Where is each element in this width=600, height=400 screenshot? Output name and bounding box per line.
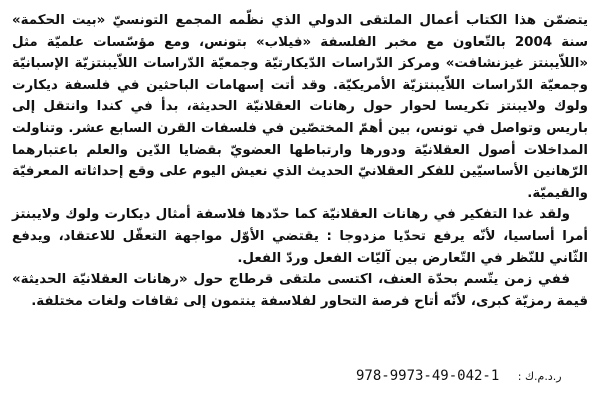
isbn-label: ر.د.م.ك : — [517, 370, 562, 383]
paragraph-challenge: ولقد غدا التفكير في رهانات العقلانيّة كما حدّدها فلاسفة أمثال ديكارت ولوك ولايبنتز أمرا أساسيا، لأنّه يرفع تحدّيا مزدوجا : يقتضي الأوّل مواجهة التعقّل للاعتقاد، ويدفع الثّاني للنّظر في التّعارض بين آليّات الفعل وردّ الفعل. — [12, 207, 588, 266]
paragraph-intro: يتضمّن هذا الكتاب أعمال الملتقى الدولي الذي نظّمه المجمع التونسيّ «بيت الحكمة» سنة 2004 بالتّعاون مع مخبر الفلسفة «فيلاب» بتونس، ومع مؤسّسات علميّة مثل «اللاّيبنتز غيزنشافت» ومركز الدّراسات الدّيكارتيّة وجمعيّة الدّراسات اللاّيبنتزيّة الإسبانيّة وجمعيّة الدّراسات اللاّيبنتزيّة الأمريكيّة. وقد أتت إسهامات الباحثين في فلسفة ديكارت ولوك ولايبنتز تكريسا لحوار حول رهانات العقلانيّة الحديثة، بدأ في كندا وانتقل إلى باريس وتواصل في تونس، بين أهمّ المختصّين في فلسفات القرن السابع عشر. وتناولت المداخلات أصول العقلانيّة ودورها وارتباطها العضويّ بقضايا الدّين والعلم باعتبارهما الرّهانين الأساسيّين للفكر العقلانيّ الحديث الذي نعيش اليوم على وقع إحداثاته المعرفيّة والقيميّة. — [12, 13, 588, 201]
description-text-block — [12, 10, 588, 312]
isbn-line — [356, 368, 562, 384]
paragraph-carthage-meeting: ففي زمن يتّسم بحدّة العنف، اكتسى ملتقى قرطاج حول «رهانات العقلانيّة الحديثة» قيمة رمزيّة كبرى، لأنّه أتاح فرصة التحاور لفلاسفة ينتمون إلى ثقافات ولغات مختلفة. — [12, 272, 588, 309]
isbn-number: 978-9973-49-042-1 — [356, 368, 500, 384]
